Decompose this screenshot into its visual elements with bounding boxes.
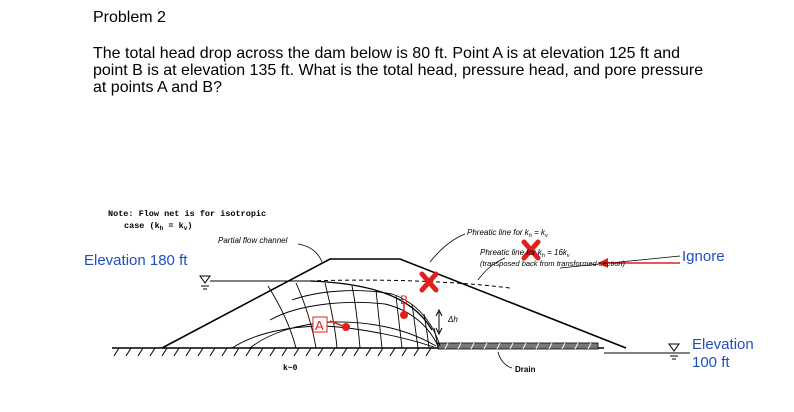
- note-line-2: case $(k_h = k_v)$: [124, 221, 193, 232]
- point-b-label: B: [400, 293, 409, 307]
- question-line: point B is at elevation 135 ft. What is the total head, pressure head, and pore pressure: [93, 62, 704, 79]
- point-a-marker: [342, 323, 350, 331]
- elevation-downstream-label-line1: Elevation: [692, 336, 754, 353]
- phreatic-anisotropic-label-line2: (transposed back from transformed section): [480, 259, 626, 268]
- note-line-1: Note: Flow net is for isotropic: [108, 209, 267, 219]
- ignore-label: Ignore: [682, 248, 725, 265]
- delta-h-label: Δh: [448, 315, 458, 324]
- elevation-upstream-label: Elevation 180 ft: [84, 252, 188, 269]
- question-line: at points A and B?: [93, 79, 222, 96]
- phreatic-anisotropic-label-line1: Phreatic line for $k_h = 16k_v$: [480, 248, 570, 259]
- delta-h-arrow: [436, 310, 442, 334]
- phreatic-isotropic-label: Phreatic line for $k_h = k_v$: [467, 228, 548, 239]
- reservoir-water-symbol: [200, 276, 210, 289]
- point-b-group: [400, 293, 408, 319]
- question-line: The total head drop across the dam below is 80 ft. Point A is at elevation 125 ft and: [93, 45, 681, 62]
- dam-outline: [162, 259, 626, 348]
- k-zero-label: k~0: [283, 364, 298, 373]
- downstream-water-symbol: [662, 344, 690, 359]
- point-a-label: A: [315, 318, 324, 333]
- elevation-downstream-label-line2: 100 ft: [692, 354, 730, 371]
- drain-label: Drain: [515, 365, 536, 374]
- problem-title: Problem 2: [93, 9, 166, 26]
- red-x-marker-center: [422, 274, 436, 290]
- point-a-group: [313, 317, 350, 333]
- point-b-marker: [400, 311, 408, 319]
- phreatic-line-anisotropic: [310, 280, 510, 288]
- drain-band: [438, 343, 598, 349]
- partial-flow-channel-label: Partial flow channel: [218, 236, 288, 245]
